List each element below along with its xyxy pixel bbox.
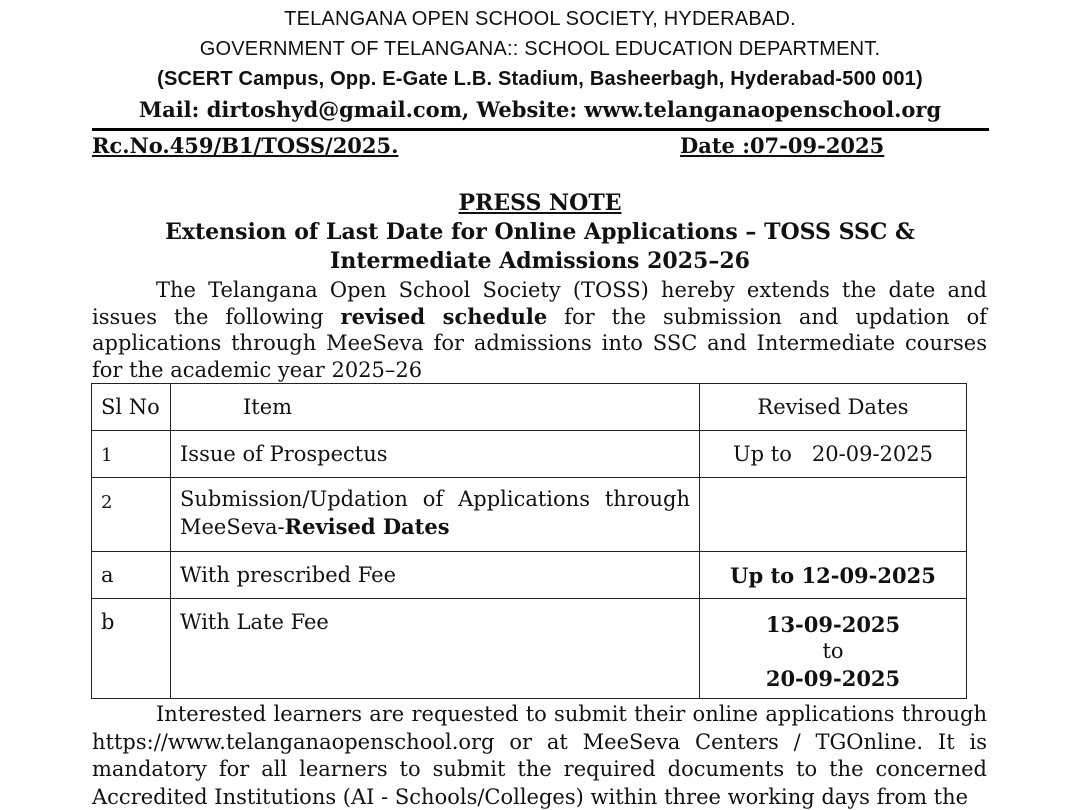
header-divider bbox=[92, 128, 989, 131]
intro-text-1: The Telangana Open School Society (TOSS) hereby extends the date and issues the following bbox=[92, 278, 987, 329]
row-sl: 1 bbox=[92, 431, 171, 478]
table-row bbox=[92, 599, 967, 699]
row-item-text: Submission/Updation of Applications through MeeSeva- bbox=[180, 487, 690, 539]
revised-schedule-table bbox=[91, 383, 967, 699]
header-line-contact: Mail: dirtoshyd@gmail.com, Website: www.telanganaopenschool.org bbox=[138, 97, 942, 122]
row-dates bbox=[700, 599, 967, 699]
late-fee-date-to-word: to bbox=[822, 639, 844, 663]
reference-date: Date :07-09-2025 bbox=[680, 133, 885, 158]
header-sl-no: Sl No bbox=[92, 384, 171, 431]
intro-text-bold: revised schedule bbox=[340, 303, 548, 329]
late-fee-date-to: 20-09-2025 bbox=[765, 666, 901, 691]
row-item: Issue of Prospectus bbox=[171, 431, 700, 478]
table-header-row bbox=[92, 384, 967, 431]
row-item: With Late Fee bbox=[171, 599, 700, 699]
subject-line-2: Intermediate Admissions 2025–26 bbox=[330, 248, 750, 274]
header-line-address: (SCERT Campus, Opp. E-Gate L.B. Stadium, Basheerbagh, Hyderabad-500 001) bbox=[157, 68, 923, 90]
row-sl: 2 bbox=[92, 478, 171, 552]
intro-paragraph bbox=[92, 277, 987, 383]
row-sl: b bbox=[92, 599, 171, 699]
header-line-government: GOVERNMENT OF TELANGANA:: SCHOOL EDUCATION DEPARTMENT. bbox=[199, 38, 881, 60]
row-item: With prescribed Fee bbox=[171, 552, 700, 599]
intro-text-2: for the submission and updation of applications through MeeSeva for admissions into SSC and Intermediate courses for the academic year 2025–26 bbox=[92, 304, 987, 382]
header-line-society: TELANGANA OPEN SCHOOL SOCIETY, HYDERABAD. bbox=[284, 8, 796, 30]
header-revised-dates: Revised Dates bbox=[700, 384, 967, 431]
table-row bbox=[92, 552, 967, 599]
header-item-label: Item bbox=[243, 395, 293, 419]
row-dates bbox=[700, 478, 967, 552]
reference-number: Rc.No.459/B1/TOSS/2025. bbox=[92, 133, 399, 158]
row-dates: Up to 20-09-2025 bbox=[700, 431, 967, 478]
table-row bbox=[92, 431, 967, 478]
header-item bbox=[171, 384, 700, 431]
press-note-heading: PRESS NOTE bbox=[458, 190, 622, 216]
row-sl: a bbox=[92, 552, 171, 599]
subject-line-1: Extension of Last Date for Online Applications – TOSS SSC & bbox=[165, 219, 915, 245]
row-dates: Up to 12-09-2025 bbox=[700, 552, 967, 599]
table-row bbox=[92, 478, 967, 552]
row-item-bold: Revised Dates bbox=[284, 514, 450, 539]
late-fee-date-from: 13-09-2025 bbox=[765, 612, 901, 637]
row-item bbox=[171, 478, 700, 552]
closing-paragraph: Interested learners are requested to submit their online applications through https://www.telanganaopenschool.org or at MeeSeva Centers / TGOnline. It is mandatory for all learners to submit the required documents to the concerned Accredited Institutions (AI - Schools/Colleges) within three working days from the bbox=[92, 702, 987, 809]
